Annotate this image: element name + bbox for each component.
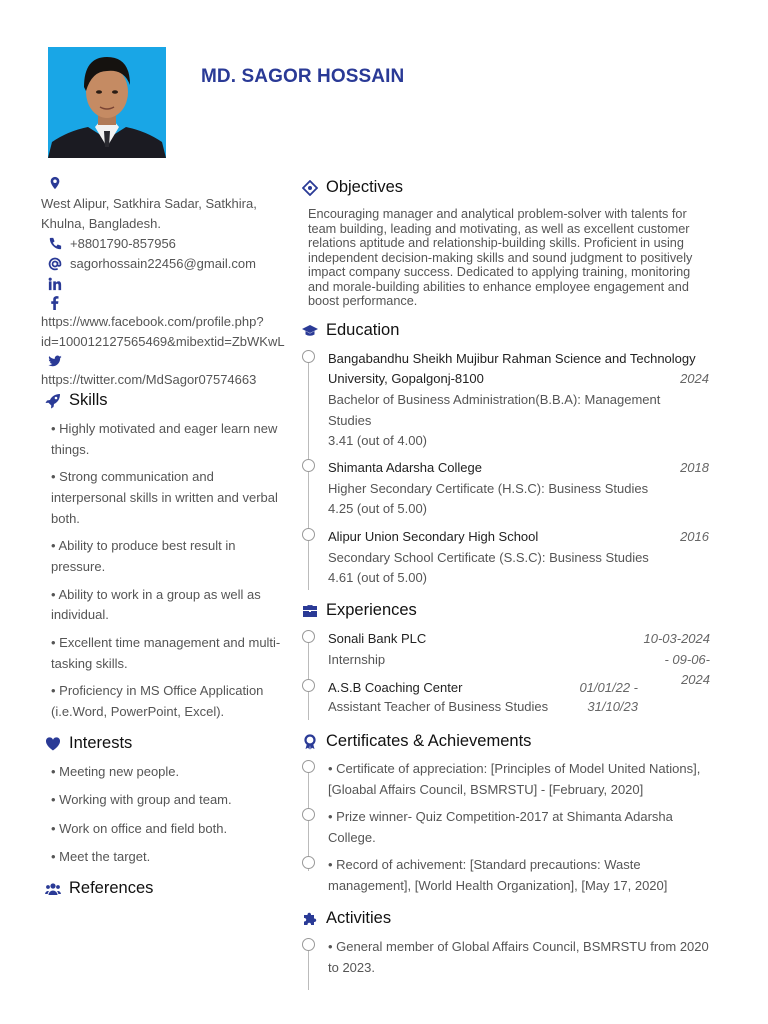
crosshair-icon [302,180,318,196]
certificate-item: • Prize winner- Quiz Competition-2017 at Shimanta Adarsha College. [328,809,673,845]
puzzle-icon [302,911,318,927]
organization-name: Sonali Bank PLC [328,631,427,646]
result-text: 4.25 (out of 5.00) [328,501,428,516]
education-year: 2018 [680,460,709,475]
result-text: 4.61 (out of 5.00) [328,570,428,585]
email-link[interactable]: sagorhossain22456@gmail.com [70,256,256,271]
skills-list [51,419,281,729]
award-icon [302,734,318,750]
address-text: West Alipur, Satkhira Sadar, Satkhira, Khulna, Bangladesh. [41,196,257,231]
school-name-line1: Shimanta Adarsha College [328,460,482,475]
experiences-title: Experiences [326,601,417,619]
date-range: 31/10/23 [587,699,638,714]
education-year: 2024 [680,371,709,386]
school-name-line2: University, Gopalgonj-8100 [328,371,484,386]
profile-photo [48,47,166,158]
timeline-dot [302,808,315,821]
result-text: 3.41 (out of 4.00) [328,433,428,448]
at-icon [48,257,62,271]
list-item: • Proficiency in MS Office Application (i.e.Word, PowerPoint, Excel). [51,683,264,719]
candidate-name: MD. SAGOR HOSSAIN [201,66,405,87]
activity-item: • General member of Global Affairs Council, BSMRSTU from 2020 to 2023. [328,939,709,975]
twitter-icon[interactable] [48,354,62,368]
timeline-dot [302,679,315,692]
education-title: Education [326,321,400,339]
list-item: • Ability to produce best result in pressure. [51,538,236,575]
degree-text: Higher Secondary Certificate (H.S.C): Business Studies [328,481,649,496]
timeline-dot [302,459,315,472]
list-item: • Excellent time management and multi-tasking skills. [51,634,281,671]
list-item: • Meet the target. [51,848,151,864]
certificates-heading [302,732,531,751]
users-icon [45,881,61,897]
rocket-icon [45,393,61,409]
phone-icon [48,237,62,251]
timeline-dot [302,528,315,541]
timeline-dot [302,856,315,869]
date-range: 10-03-2024 [643,631,710,646]
experiences-timeline [308,630,309,720]
list-item: • Ability to work in a group as well as individual. [51,586,261,623]
list-item: • Highly motivated and eager learn new things. [51,421,278,457]
certificate-item: • Certificate of appreciation: [Principles of Model United Nations], [Gloabal Affairs Council, BSMRSTU] - [February, 2020] [328,761,701,797]
list-item: • Working with group and team. [51,792,232,808]
role-text: Internship [328,652,386,667]
timeline-dot [302,350,315,363]
briefcase-icon [302,603,318,619]
map-pin-icon [48,176,62,190]
interests-heading [45,734,132,753]
experiences-heading [302,601,417,620]
school-name-line1: Bangabandhu Sheikh Mujibur Rahman Science and Technology [328,351,696,366]
linkedin-icon[interactable] [48,277,62,291]
facebook-link-line2[interactable]: id=100012127565469&mibextid=ZbWKwL [41,334,285,349]
activities-title: Activities [326,909,392,927]
certificate-item: • Record of achivement: [Standard precautions: Waste management], [World Health Organization], [May 17, 2020] [328,857,668,893]
heart-icon [45,736,61,752]
degree-text: Bachelor of Business Administration(B.B.A): Management Studies [328,392,661,428]
date-range: 2024 [681,672,710,687]
education-heading [302,321,399,340]
contact-block [41,172,291,390]
twitter-link[interactable]: https://twitter.com/MdSagor07574663 [41,372,257,387]
interests-list [51,762,281,875]
education-year: 2016 [680,529,709,544]
facebook-link-line1[interactable]: https://www.facebook.com/profile.php? [41,314,264,329]
role-text: Assistant Teacher of Business Studies [328,699,549,714]
phone-text: +8801790-857956 [70,236,176,251]
objectives-heading [302,178,403,197]
skills-title: Skills [69,391,108,409]
date-range: 01/01/22 - [579,680,638,695]
skills-heading [45,391,108,410]
list-item: • Strong communication and interpersonal skills in written and verbal both. [51,469,278,526]
organization-name: A.S.B Coaching Center [328,680,463,695]
interests-title: Interests [69,734,133,752]
references-heading [45,879,153,898]
activities-heading [302,909,391,928]
certificates-title: Certificates & Achievements [326,732,532,750]
school-name-line1: Alipur Union Secondary High School [328,529,539,544]
graduation-cap-icon [302,323,318,339]
timeline-dot [302,630,315,643]
references-title: References [69,879,154,897]
list-item: • Work on office and field both. [51,820,228,836]
timeline-dot [302,938,315,951]
objectives-title: Objectives [326,178,404,196]
facebook-icon[interactable] [48,296,62,310]
degree-text: Secondary School Certificate (S.S.C): Business Studies [328,550,649,565]
date-range: - 09-06- [664,652,710,667]
objectives-text: Encouraging manager and analytical problem-solver with talents for team building, leading and motivating, as well as excellent customer relations aptitude and relationship-building skills. Proficient in using independent decision-making skills and sound judgment to positively impact company success. Dedicated to applying training, monitoring and morale-building abilities to enhance employee engagement and boost performance. [308,207,693,308]
list-item: • Meeting new people. [51,764,180,779]
timeline-dot [302,760,315,773]
